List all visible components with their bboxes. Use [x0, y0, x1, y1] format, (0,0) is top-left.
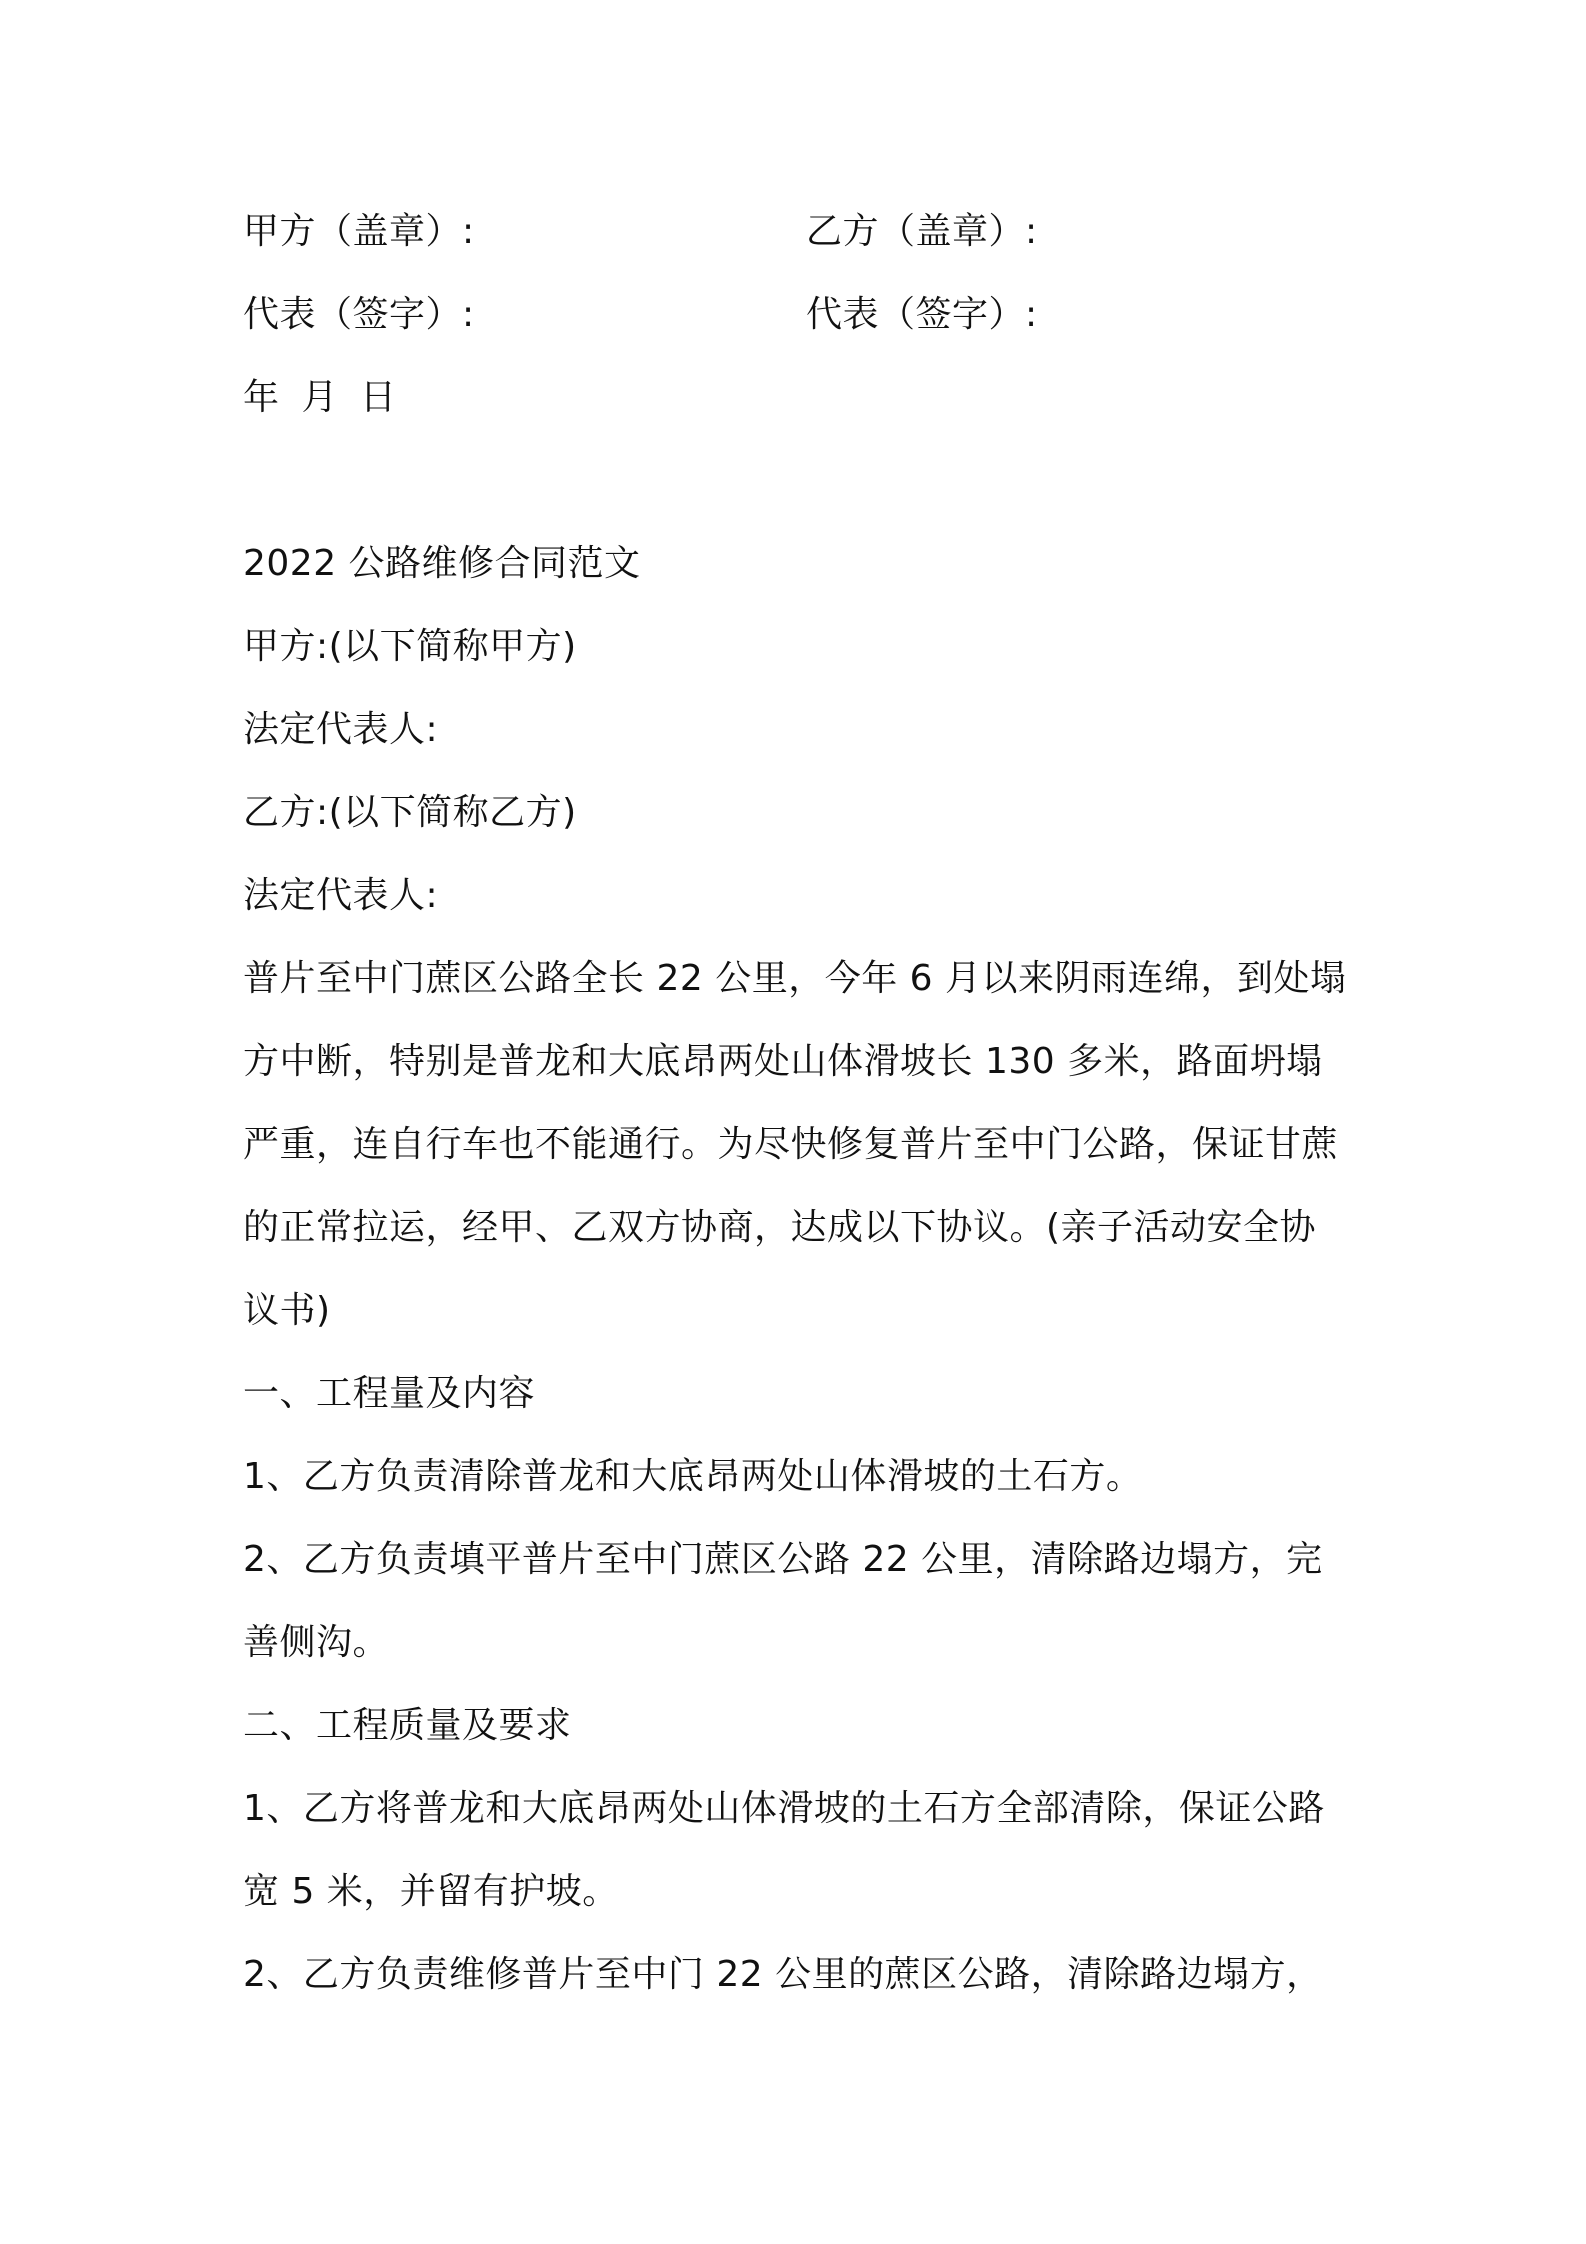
party-a-rep-label: 代表（签字）: — [243, 294, 475, 335]
section-heading-1: 一、工程量及内容 — [243, 1373, 536, 1414]
intro-line: 议书) — [243, 1290, 331, 1331]
intro-line: 普片至中门蔗区公路全长 22 公里，今年 6 月以来阴雨连绵，到处塌 — [243, 958, 1347, 999]
date-year-label: 年 — [243, 377, 280, 418]
party-b-seal-label: 乙方（盖章）: — [806, 211, 1038, 252]
section1-item2-line: 善侧沟。 — [243, 1622, 390, 1663]
date-day-label: 日 — [360, 377, 397, 418]
section2-item1 — [243, 1767, 1358, 1933]
document-content — [243, 190, 1358, 2016]
party-b-legal-rep: 法定代表人: — [243, 875, 439, 916]
party-a-line: 甲方:(以下简称甲方) — [243, 626, 577, 667]
section1-item2 — [243, 1518, 1358, 1684]
date-month-label: 月 — [301, 377, 339, 418]
date-line — [243, 356, 1358, 439]
section-heading-2: 二、工程质量及要求 — [243, 1705, 572, 1746]
party-b-rep-label: 代表（签字）: — [806, 294, 1038, 335]
party-a-legal-rep: 法定代表人: — [243, 709, 439, 750]
section2-item2: 2、乙方负责维修普片至中门 22 公里的蔗区公路，清除路边塌方， — [243, 1954, 1323, 1995]
intro-line: 的正常拉运，经甲、乙双方协商，达成以下协议。(亲子活动安全协 — [243, 1207, 1317, 1248]
intro-paragraph — [243, 937, 1358, 1352]
section2-item1-line: 宽 5 米，并留有护坡。 — [243, 1871, 619, 1912]
intro-line: 严重，连自行车也不能通行。为尽快修复普片至中门公路，保证甘蔗 — [243, 1124, 1339, 1165]
section2-item1-line: 1、乙方将普龙和大底昂两处山体滑坡的土石方全部清除，保证公路 — [243, 1788, 1325, 1829]
section1-item1: 1、乙方负责清除普龙和大底昂两处山体滑坡的土石方。 — [243, 1456, 1143, 1497]
party-a-seal-label: 甲方（盖章）: — [243, 211, 475, 252]
seal-row — [243, 190, 1358, 273]
party-b-line: 乙方:(以下简称乙方) — [243, 792, 577, 833]
document-title: 2022 公路维修合同范文 — [243, 543, 641, 584]
representative-row — [243, 273, 1358, 356]
section1-item2-line: 2、乙方负责填平普片至中门蔗区公路 22 公里，清除路边塌方，完 — [243, 1539, 1323, 1580]
intro-line: 方中断，特别是普龙和大底昂两处山体滑坡长 130 多米，路面坍塌 — [243, 1041, 1323, 1082]
spacer — [243, 439, 1358, 522]
